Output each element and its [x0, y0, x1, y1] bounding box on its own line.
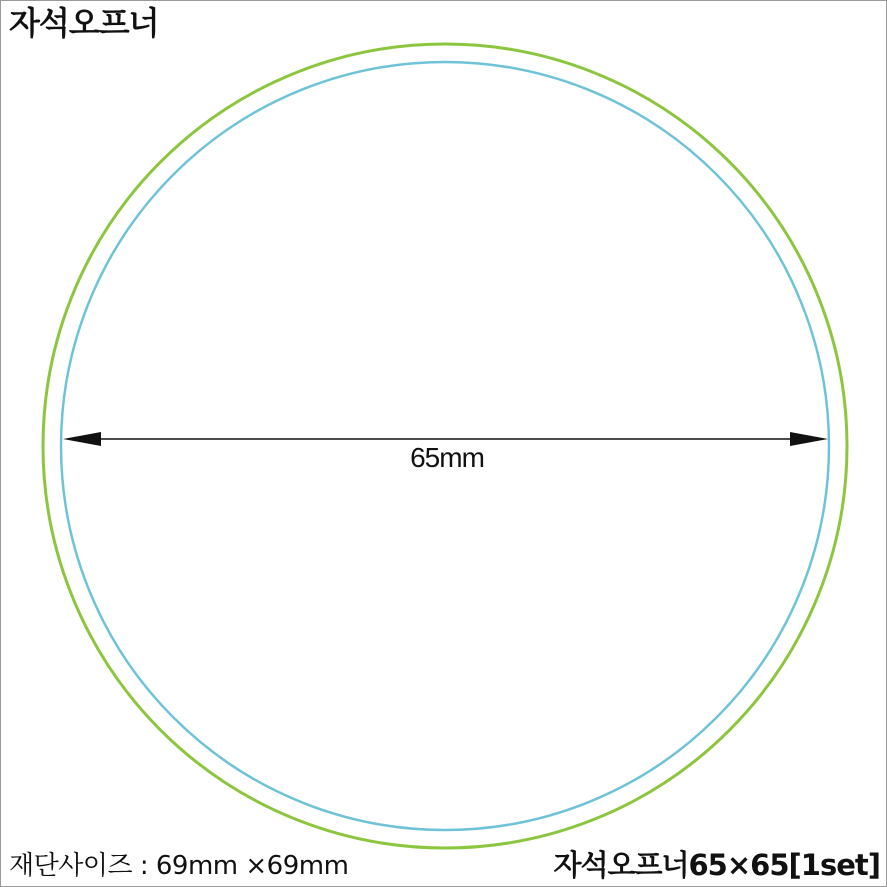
arrow-left-icon: [63, 432, 101, 446]
dimension-label: 65mm: [410, 442, 484, 473]
page-title: 자석오프너: [9, 4, 159, 42]
arrow-right-icon: [790, 432, 828, 446]
product-name-label: 자석오프너65×65[1set]: [553, 848, 880, 882]
opener-template-diagram: [1, 1, 887, 887]
cut-size-text: 재단사이즈 : 69mm ×69mm: [9, 851, 349, 881]
